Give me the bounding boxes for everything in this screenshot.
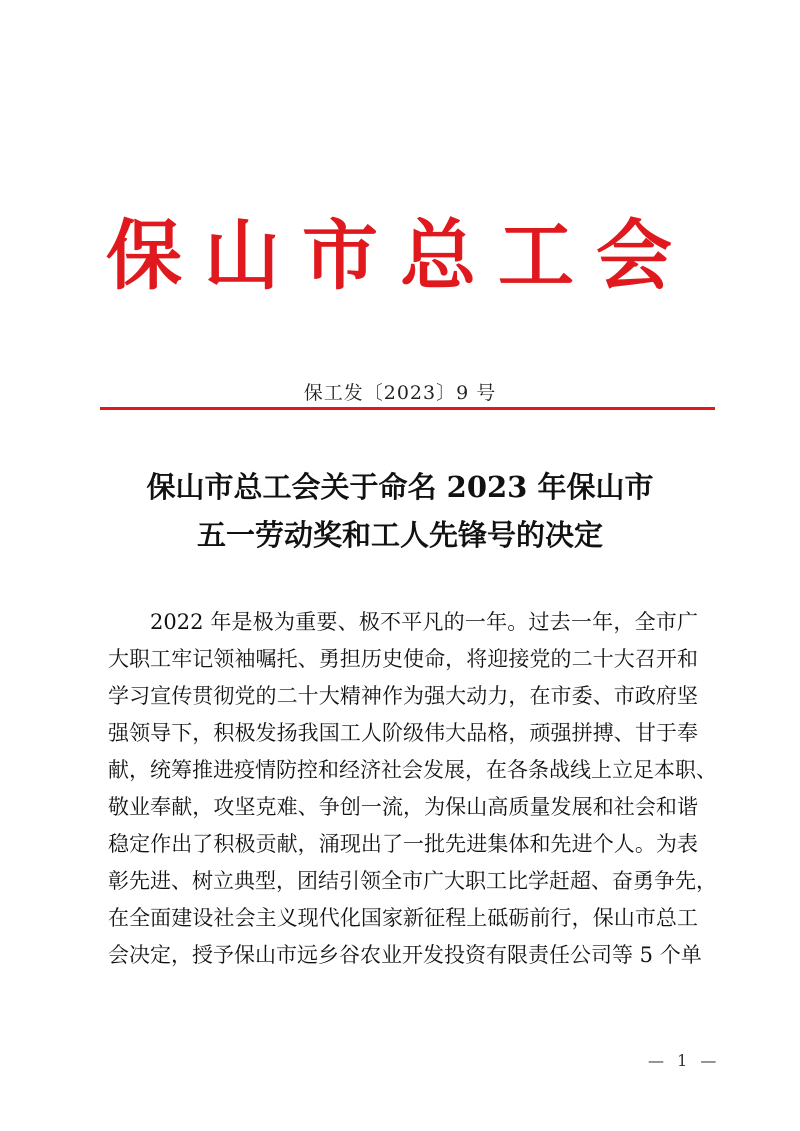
body-line: 彰先进、树立典型，团结引领全市广大职工比学赶超、奋勇争先， xyxy=(108,869,717,893)
body-line: 学习宣传贯彻党的二十大精神作为强大动力，在市委、市政府坚 xyxy=(108,684,698,708)
red-divider-line xyxy=(100,407,715,410)
body-line: 稳定作出了积极贡献，涌现出了一批先进集体和先进个人。为表 xyxy=(108,832,698,856)
document-title xyxy=(0,463,800,559)
page-number: — 1 — xyxy=(648,1051,721,1070)
body-line: 献，统筹推进疫情防控和经济社会发展，在各条战线上立足本职、 xyxy=(108,758,717,782)
body-line: 强领导下，积极发扬我国工人阶级伟大品格，顽强拼搏、甘于奉 xyxy=(108,721,698,745)
body-line: 2022 年是极为重要、极不平凡的一年。过去一年，全市广 xyxy=(150,610,698,634)
document-title-line-1: 保山市总工会关于命名 2023 年保山市 xyxy=(146,470,654,504)
body-line: 在全面建设社会主义现代化国家新征程上砥砺前行，保山市总工 xyxy=(108,906,698,930)
document-number: 保工发〔2023〕9 号 xyxy=(303,382,497,404)
body-line: 会决定，授予保山市远乡谷农业开发投资有限责任公司等 5 个单 xyxy=(108,943,702,967)
document-title-line-2: 五一劳动奖和工人先锋号的决定 xyxy=(196,518,603,552)
body-line: 大职工牢记领袖嘱托、勇担历史使命，将迎接党的二十大召开和 xyxy=(108,647,698,671)
masthead-title: 保山市总工会 xyxy=(106,211,694,300)
body-text xyxy=(108,604,717,974)
body-line: 敬业奉献，攻坚克难、争创一流，为保山高质量发展和社会和谐 xyxy=(108,795,698,819)
